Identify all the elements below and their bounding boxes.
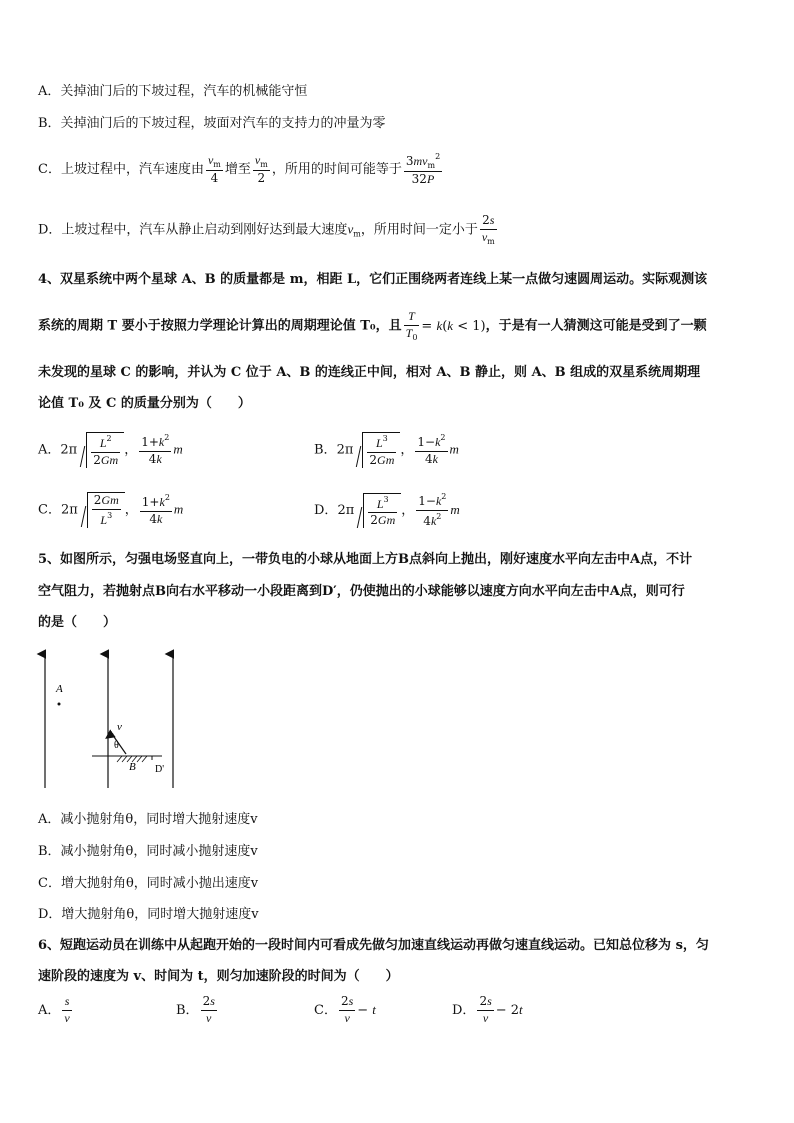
fraction-vm-over-4: $\frac{v_m}{4}$ bbox=[207, 152, 221, 185]
point-d-label: D' bbox=[155, 764, 165, 775]
q6-line1: 6、短跑运动员在训练中从起跑开始的一段时间内可看成先做匀加速直线运动再做匀速直线运动。已知总位移为 s，匀 bbox=[38, 938, 709, 953]
q4-option-a: A．2π $\frac{L^2}{2Gm}$ ， $\frac{1+k^2}{4k}$ m bbox=[38, 433, 183, 467]
q6-option-d: D． $\frac{2s}{v}$ − 2t bbox=[452, 994, 523, 1025]
fraction-3mvm2-over-32p: $\frac{3mv_m^2}{32P}$ bbox=[405, 152, 441, 187]
q3-option-d-post: ，所用时间一定小于 bbox=[360, 222, 478, 238]
point-a bbox=[58, 703, 61, 706]
q3-option-d: D．上坡过程中，汽车从静止启动到刚好达到最大速度$v_m$，所用时间一定小于 $\frac{2s}{v_m}$ bbox=[38, 213, 495, 246]
q5-option-c: C．增大抛射角θ，同时减小抛出速度v bbox=[38, 876, 259, 891]
velocity-label: v bbox=[117, 721, 122, 733]
q6-line2: 速阶段的速度为 v、时间为 t，则匀加速阶段的时间为（ ） bbox=[38, 969, 399, 984]
q6-option-a: A． $\frac{s}{v}$ bbox=[38, 994, 70, 1025]
q4-line2: 系统的周期 T 要小于按照力学理论计算出的周期理论值 T₀，且 $\frac{T}{T_0}$ = k(k < 1)，于是有一人猜测这可能是受到了一颗 bbox=[38, 309, 707, 342]
q5-line3: 的是（ ） bbox=[38, 615, 117, 630]
q5-option-d: D．增大抛射角θ，同时增大抛射速度v bbox=[38, 907, 259, 922]
q4-line1: 4、双星系统中两个星球 A、B 的质量都是 m，相距 L，它们正围绕两者连线上某一点做匀速圆周运动。实际观测该 bbox=[38, 272, 708, 287]
q3-option-a: A．关掉油门后的下坡过程，汽车的机械能守恒 bbox=[38, 84, 308, 99]
q5-option-b: B．减小抛射角θ，同时减小抛射速度v bbox=[38, 844, 258, 859]
point-b-label: B bbox=[129, 761, 136, 773]
q5-line1: 5、如图所示，匀强电场竖直向上，一带负电的小球从地面上方B点斜向上抛出，刚好速度水平向左击中A点，不计 bbox=[38, 552, 693, 567]
q3-option-c-post: ，所用的时间可能等于 bbox=[271, 162, 402, 177]
q3-option-d-pre: D．上坡过程中，汽车从静止启动到刚好达到最大速度 bbox=[38, 222, 348, 238]
q6-option-c: C． $\frac{2s}{v}$ − t bbox=[314, 994, 376, 1025]
q6-option-b: B． $\frac{2s}{v}$ bbox=[176, 994, 215, 1025]
fraction-t-over-t0: $\frac{T}{T_0}$ bbox=[405, 309, 418, 342]
q4-option-b: B．2π $\frac{L^3}{2Gm}$ ， $\frac{1-k^2}{4k}$ m bbox=[314, 433, 459, 467]
q5-line2: 空气阻力，若抛射点B向右水平移动一小段距离到D′，仍使抛出的小球能够以速度方向水平向左击中A点，则可行 bbox=[38, 584, 685, 599]
q4-line3: 未发现的星球 C 的影响，并认为 C 位于 A、B 的连线正中间，相对 A、B 静止，则 A、B 组成的双星系统周期理 bbox=[38, 365, 701, 380]
point-a-label: A bbox=[56, 683, 63, 695]
q4-line4: 论值 T₀ 及 C 的质量分别为（ ） bbox=[38, 396, 251, 411]
fraction-2s-over-vm: $\frac{2s}{v_m}$ bbox=[481, 213, 495, 246]
fraction-vm-over-2: $\frac{v_m}{2}$ bbox=[254, 152, 268, 185]
q4-option-c: C．2π $\frac{2Gm}{L^3}$ ， $\frac{1+k^2}{4k}$ m bbox=[38, 493, 184, 527]
q5-figure bbox=[30, 648, 190, 793]
q3-option-c-pre: C．上坡过程中，汽车速度由 bbox=[38, 162, 204, 177]
theta-label: θ bbox=[114, 740, 119, 751]
q3-option-b: B．关掉油门后的下坡过程，坡面对汽车的支持力的冲量为零 bbox=[38, 116, 386, 131]
q3-option-c bbox=[38, 152, 444, 187]
q4-option-d: D．2π $\frac{L^3}{2Gm}$ ， $\frac{1-k^2}{4k^2}$ m bbox=[314, 492, 460, 528]
q5-option-a: A．减小抛射角θ，同时增大抛射速度v bbox=[38, 812, 258, 827]
q3-option-c-mid: 增至 bbox=[224, 162, 251, 177]
